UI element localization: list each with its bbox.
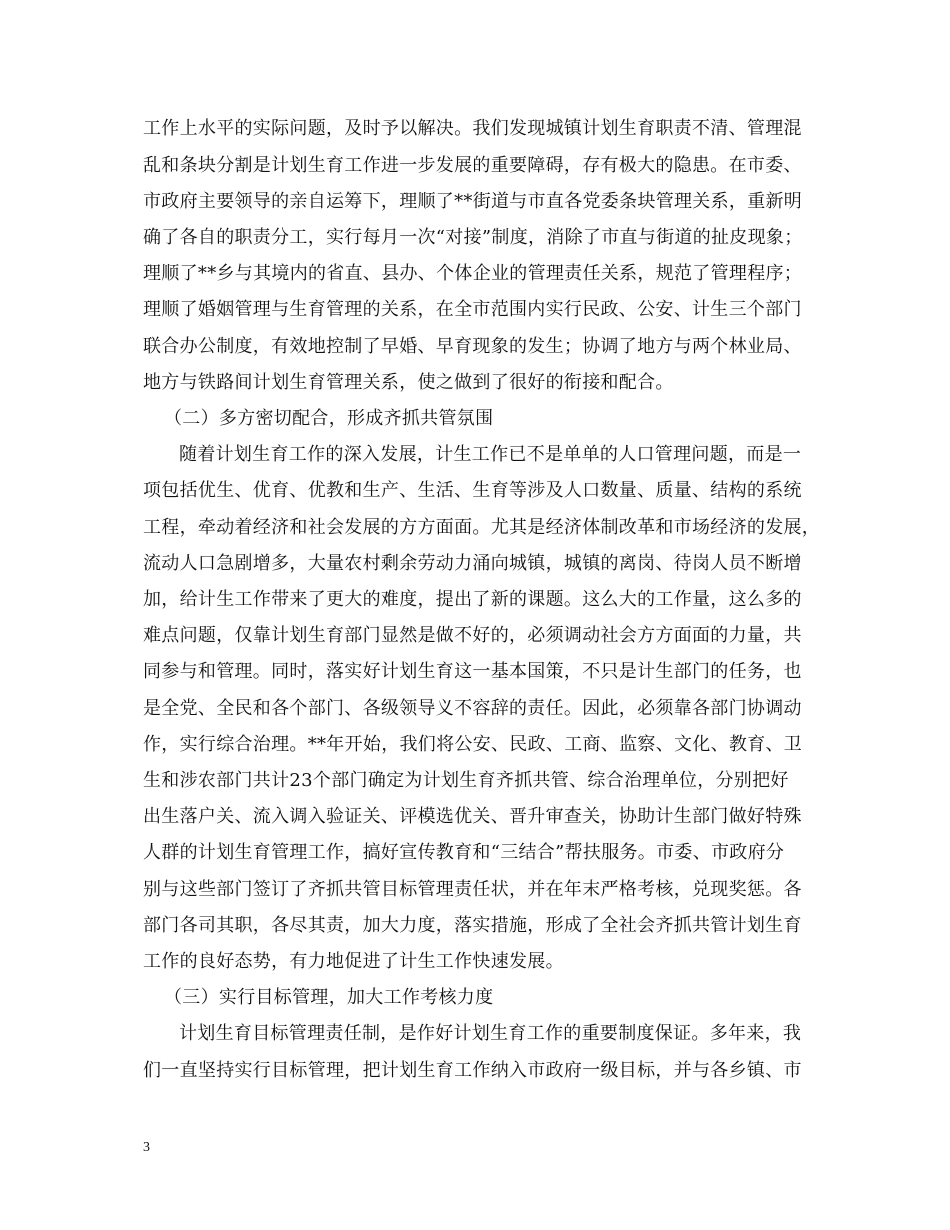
body-text-line: 工程，牵动着经济和社会发展的方方面面。尤其是经济体制改革和市场经济的发展， — [143, 517, 821, 538]
body-text-line: 项包括优生、优育、优教和生产、生活、生育等涉及人口数量、质量、结构的系统 — [143, 480, 802, 501]
body-text-line: 工作的良好态势，有力地促进了计生工作快速发展。 — [143, 951, 564, 972]
body-text-line: 人群的计划生育管理工作，搞好宣传教育和“三结合”帮扶服务。市委、市政府分 — [143, 842, 785, 863]
paragraph-start-line: 计划生育目标管理责任制，是作好计划生育工作的重要制度保证。多年来，我 — [179, 1023, 802, 1044]
body-text-line: 乱和条块分割是计划生育工作进一步发展的重要障碍，存有极大的隐患。在市委、 — [143, 155, 802, 176]
body-text-line: 别与这些部门签订了齐抓共管目标管理责任状，并在年末严格考核，兑现奖惩。各 — [143, 879, 802, 900]
body-text-line: 难点问题，仅靠计划生育部门显然是做不好的，必须调动社会方方面面的力量，共 — [143, 625, 802, 646]
page-number: 3 — [143, 1140, 150, 1155]
body-text-line: 加，给计生工作带来了更大的难度，提出了新的课题。这么大的工作量，这么多的 — [143, 589, 802, 610]
body-text-line: 部门各司其职，各尽其责，加大力度，落实措施，形成了全社会齐抓共管计划生育 — [143, 915, 802, 936]
body-text-line: 是全党、全民和各个部门、各级领导义不容辞的责任。因此，必须靠各部门协调动 — [143, 698, 802, 719]
body-text-line: 们一直坚持实行目标管理，把计划生育工作纳入市政府一级目标，并与各乡镇、市 — [143, 1060, 802, 1081]
body-text-line: 理顺了婚姻管理与生育管理的关系，在全市范围内实行民政、公安、计生三个部门 — [143, 299, 802, 320]
body-text-line: 地方与铁路间计划生育管理关系，使之做到了很好的衔接和配合。 — [143, 372, 674, 393]
body-text-line: 作，实行综合治理。**年开始，我们将公安、民政、工商、监察、文化、教育、卫 — [143, 734, 803, 755]
body-text-line: 工作上水平的实际问题，及时予以解决。我们发现城镇计划生育职责不清、管理混 — [143, 118, 802, 139]
section-heading-3: （三）实行目标管理，加大工作考核力度 — [164, 987, 494, 1008]
body-text-line: 同参与和管理。同时，落实好计划生育这一基本国策，不只是计生部门的任务，也 — [143, 661, 802, 682]
body-text-line: 生和涉农部门共计23个部门确定为计划生育齐抓共管、综合治理单位，分别把好 — [143, 770, 789, 791]
paragraph-start-line: 随着计划生育工作的深入发展，计生工作已不是单单的人口管理问题，而是一 — [179, 444, 802, 465]
body-text-line: 市政府主要领导的亲自运筹下，理顺了**街道与市直各党委条块管理关系，重新明 — [143, 191, 803, 212]
body-text-line: 出生落户关、流入调入验证关、评模选优关、晋升审查关，协助计生部门做好特殊 — [143, 806, 802, 827]
body-text-line: 流动人口急剧增多，大量农村剩余劳动力涌向城镇，城镇的离岗、待岗人员不断增 — [143, 553, 802, 574]
body-text-line: 理顺了**乡与其境内的省直、县办、个体企业的管理责任关系，规范了管理程序； — [143, 263, 803, 284]
section-heading-2: （二）多方密切配合，形成齐抓共管氛围 — [164, 408, 494, 429]
body-text-line: 确了各自的职责分工，实行每月一次“对接”制度，消除了市直与街道的扯皮现象； — [143, 227, 803, 248]
body-text-line: 联合办公制度，有效地控制了早婚、早育现象的发生；协调了地方与两个林业局、 — [143, 336, 802, 357]
